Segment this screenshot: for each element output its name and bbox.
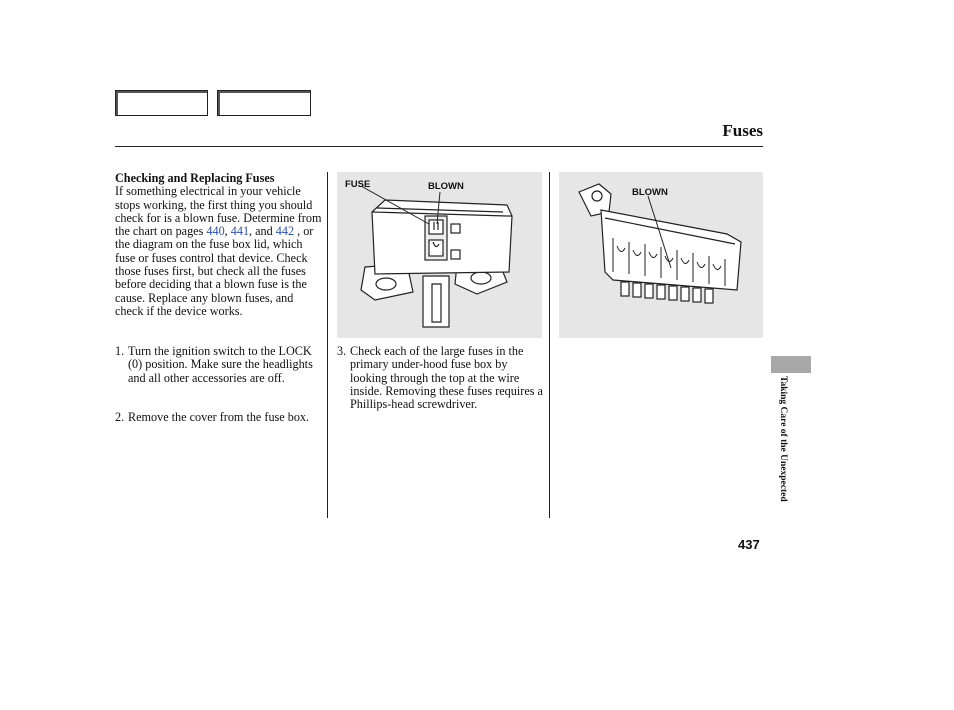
column-divider-1 xyxy=(327,172,328,518)
step-number: 2. xyxy=(115,410,125,424)
column-divider-2 xyxy=(549,172,550,518)
page-title: Fuses xyxy=(722,121,763,140)
step-text: Check each of the large fuses in the primary under-hood fuse box by looking through the top at the wire inside. Removing these fuses requires a Phillips-head screwdriver. xyxy=(350,344,543,412)
step-1 xyxy=(115,345,325,385)
step-number: 3. xyxy=(337,344,347,358)
page-link-442[interactable]: 442 xyxy=(275,224,295,239)
separator-1: , xyxy=(224,224,228,239)
nav-button-previous[interactable] xyxy=(115,90,208,116)
fuse-strip-illustration xyxy=(559,172,763,338)
intro-paragraph xyxy=(115,185,323,318)
separator-2: , and xyxy=(249,224,273,239)
step-2 xyxy=(115,411,325,424)
step-text: Remove the cover from the fuse box. xyxy=(128,410,310,424)
page-number: 437 xyxy=(738,537,760,552)
intro-section xyxy=(115,172,323,318)
label-blown: BLOWN xyxy=(632,187,668,198)
large-fuse-illustration xyxy=(337,172,542,338)
step-3 xyxy=(337,345,547,411)
page-link-441[interactable]: 441 xyxy=(230,224,250,239)
label-blown: BLOWN xyxy=(428,181,464,192)
page-link-440[interactable]: 440 xyxy=(206,224,225,239)
intro-text-before: If something electrical in your vehicle stops working, the first thing you should check for is a blown fuse. Determine from the chart on pages xyxy=(115,184,322,239)
step-text: Turn the ignition switch to the LOCK (0) position. Make sure the headlights and all other accessories are off. xyxy=(128,344,313,385)
step-number: 1. xyxy=(115,344,125,358)
title-rule xyxy=(115,146,763,147)
intro-text-after: , or the diagram on the fuse box lid, which fuse or fuses control that device. Check those fuses first, but check all the fuses before deciding that a blown fuse is the cause. Replace any blown fuses, and check if the device works. xyxy=(115,224,314,318)
section-name: Taking Care of the Unexpected xyxy=(778,376,788,502)
nav-button-next[interactable] xyxy=(217,90,311,116)
section-tab xyxy=(771,356,811,373)
figure-large-fuse xyxy=(337,172,542,338)
section-heading: Checking and Replacing Fuses xyxy=(115,171,275,185)
label-fuse: FUSE xyxy=(345,179,371,190)
figure-fuse-strip xyxy=(559,172,763,338)
